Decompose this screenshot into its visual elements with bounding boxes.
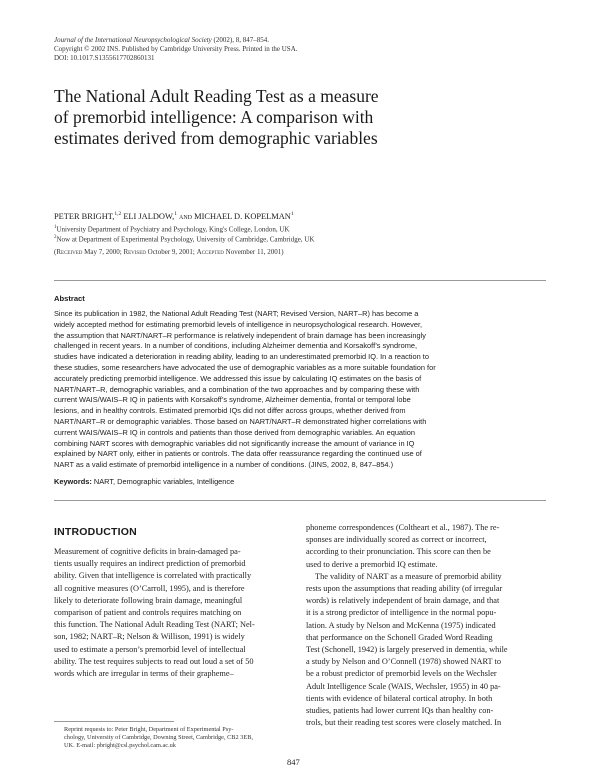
abstract-line: the assumption that NART/NART–R performance is relatively independent of brain damage has been increasingly	[54, 330, 426, 340]
body-line: likely to deteriorate following brain damage, meaningful	[54, 595, 243, 605]
abstract-line: NART/NART–R or demographic variables. Those based on NART/NART–R demonstrated higher correlations with	[54, 416, 427, 426]
body-line: phoneme correspondences (Coltheart et al., 1987). The re-	[306, 523, 500, 532]
affiliation-mark: 2	[54, 235, 57, 240]
body-line: this function. The National Adult Reading Test (NART; Nel-	[54, 620, 255, 630]
body-column-right	[306, 522, 547, 729]
keywords	[54, 477, 234, 486]
body-line: words which are irregular in terms of their grapheme–	[54, 669, 234, 679]
paper-title	[54, 86, 474, 149]
body-line: a study by Nelson and O’Connell (1978) showed NART to	[306, 657, 501, 667]
journal-citation: (2002), 8, 847–854.	[213, 36, 269, 44]
body-line: sponses are individually scored as correct or incorrect,	[306, 535, 487, 545]
body-line: son, 1982; NART–R; Nelson & Willison, 1991) is widely	[54, 632, 245, 642]
abstract-line: lesions, and in healthy controls. Estimated premorbid IQs did not differ across groups, whether derived from	[54, 406, 406, 416]
body-line: tients with evidence of bilateral cortical atrophy. In both	[306, 693, 493, 703]
abstract-line: challenged in recent years. In a number of conditions, including Alzheimer dementia and Korsakoff’s syndrome,	[54, 341, 418, 351]
footnote-rule	[54, 721, 174, 722]
revised-date: October 9, 2001;	[147, 248, 195, 256]
body-line: ability. Given that intelligence is correlated with practically	[54, 571, 252, 581]
author-name: MICHAEL D. KOPELMAN	[194, 211, 291, 221]
abstract-line: current WAIS/WAIS–R IQ in patients with Korsakoff’s syndrome, Alzheimer dementia, frontal or temporal lobe	[54, 395, 411, 405]
footnote-line: chology, University of Cambridge, Downing Street, Cambridge, CB2 3EB,	[64, 734, 253, 742]
journal-citation-line	[54, 36, 298, 45]
abstract-line: NART as a valid estimate of premorbid intelligence in a number of conditions. (JINS, 2002, 8, 847–854.)	[54, 460, 394, 470]
journal-doi: DOI: 10.1017.S1355617702860131	[54, 54, 155, 62]
section-heading-introduction: INTRODUCTION	[54, 526, 137, 538]
author-name: PETER BRIGHT,	[54, 211, 115, 221]
abstract-line: accurately predicting premorbid intelligence. We addressed this issue by calculating IQ estimates on the basis of	[54, 373, 422, 383]
title-line: The National Adult Reading Test as a measure	[54, 86, 379, 106]
title-line: of premorbid intelligence: A comparison with	[54, 107, 374, 127]
abstract-line: explained by NART only, either in patients or controls. The data offer reassurance regarding the continued use of	[54, 449, 422, 459]
affiliation	[54, 225, 289, 233]
keywords-label: Keywords:	[54, 477, 92, 486]
author-conjunction: and	[179, 211, 193, 221]
footnote-line: UK. E-mail: pbright@csl.psychol.cam.ac.uk	[64, 742, 176, 750]
abstract-line: current WAIS/WAIS–R IQ in controls and patients than those derived from demographic variables. An equation	[54, 427, 415, 437]
body-line: rests upon the assumptions that reading ability (of irregular	[306, 584, 503, 594]
body-line: that performance on the Schonell Graded Word Reading	[306, 632, 493, 642]
abstract-line: NART/NART–R, demographic variables, and a combination of the two approaches and by comparing these with	[54, 384, 420, 394]
body-line: ability. The test requires subjects to read out loud a set of 50	[54, 656, 254, 666]
affiliation-text: University Department of Psychiatry and Psychology, King's College, London, UK	[56, 225, 290, 234]
abstract-line: widely accepted method for estimating premorbid levels of intelligence in neuropsychological research. However,	[54, 319, 423, 329]
body-line: it is a strong predictor of intelligence in the normal popu-	[306, 608, 497, 618]
received-label: Received	[56, 248, 83, 256]
body-line: be a robust predictor of premorbid levels on the Wechsler	[306, 669, 497, 679]
affiliation-text: Now at Department of Experimental Psychology, University of Cambridge, Cambridge, UK	[56, 235, 315, 244]
author-name: ELI JALDOW,	[123, 211, 175, 221]
body-line: according to their pronunciation. This score can then be	[306, 547, 491, 557]
abstract-top-rule	[54, 280, 546, 281]
keywords-text: NART, Demographic variables, Intelligence	[93, 477, 235, 486]
affiliation	[54, 235, 314, 243]
abstract-line: Since its publication in 1982, the National Adult Reading Test (NART; Revised Version, NART–R) has become a	[54, 309, 419, 318]
body-line: Measurement of cognitive deficits in brain-damaged pa-	[54, 547, 241, 556]
abstract-heading: Abstract	[54, 294, 85, 303]
body-line: all cognitive measures (O’Carroll, 1995), and is therefore	[54, 583, 245, 593]
body-line: comparison of patient and controls requires matching on	[54, 608, 242, 618]
journal-name: Journal of the International Neuropsychological Society	[54, 36, 212, 44]
author-affiliation-mark: 1	[174, 211, 177, 217]
title-line: estimates derived from demographic variables	[54, 128, 378, 148]
received-dates	[54, 248, 284, 256]
abstract-line: studies have indicated a deterioration in reading ability, leading to an underestimated premorbid IQ. In a reaction to	[54, 352, 429, 362]
body-line: tients usually requires an indirect prediction of premorbid	[54, 559, 246, 569]
journal-copyright: Copyright © 2002 INS. Published by Cambridge University Press. Printed in the USA.	[54, 45, 298, 53]
abstract-line: combining NART scores with demographic variables did not significantly increase the amount of variance in IQ	[54, 438, 415, 448]
body-line: used to derive a premorbid IQ estimate.	[306, 559, 438, 569]
author-affiliation-mark: 1	[290, 211, 294, 217]
revised-label: Revised	[123, 248, 146, 256]
received-paren: (	[54, 248, 57, 256]
received-date: May 7, 2000;	[84, 248, 122, 256]
body-line: The validity of NART as a measure of premorbid ability	[315, 571, 502, 581]
accepted-label: Accepted	[196, 248, 224, 256]
author-list	[54, 211, 294, 221]
body-line: studies, patients had lower current IQs than healthy con-	[306, 706, 494, 716]
page-number: 847	[287, 757, 300, 767]
accepted-date: November 11, 2001)	[225, 248, 284, 256]
body-column-left	[54, 546, 295, 680]
reprint-footnote	[64, 726, 253, 751]
affiliation-mark: 1	[54, 225, 57, 230]
body-line: trols, but their reading test scores were closely matched. In	[306, 718, 502, 728]
body-line: words) is relatively independent of brain damage, and that	[306, 596, 500, 606]
abstract-bottom-rule	[54, 500, 546, 501]
abstract-body	[54, 309, 546, 471]
journal-header	[54, 36, 298, 63]
body-line: used to estimate a person’s premorbid level of intellectual	[54, 644, 246, 654]
body-line: lation. A study by Nelson and McKenna (1975) indicated	[306, 620, 496, 630]
body-line: Adult Intelligence Scale (WAIS, Wechsler, 1955) in 40 pa-	[306, 681, 501, 691]
author-affiliation-mark: 1,2	[114, 211, 122, 217]
footnote-line: Reprint requests to: Peter Bright, Department of Experimental Psy-	[64, 726, 234, 733]
abstract-line: these studies, some researchers have advocated the use of demographic variables as a more suitable foundation for	[54, 362, 436, 372]
body-line: Test (Schonell, 1942) is largely preserved in dementia, while	[306, 645, 508, 655]
